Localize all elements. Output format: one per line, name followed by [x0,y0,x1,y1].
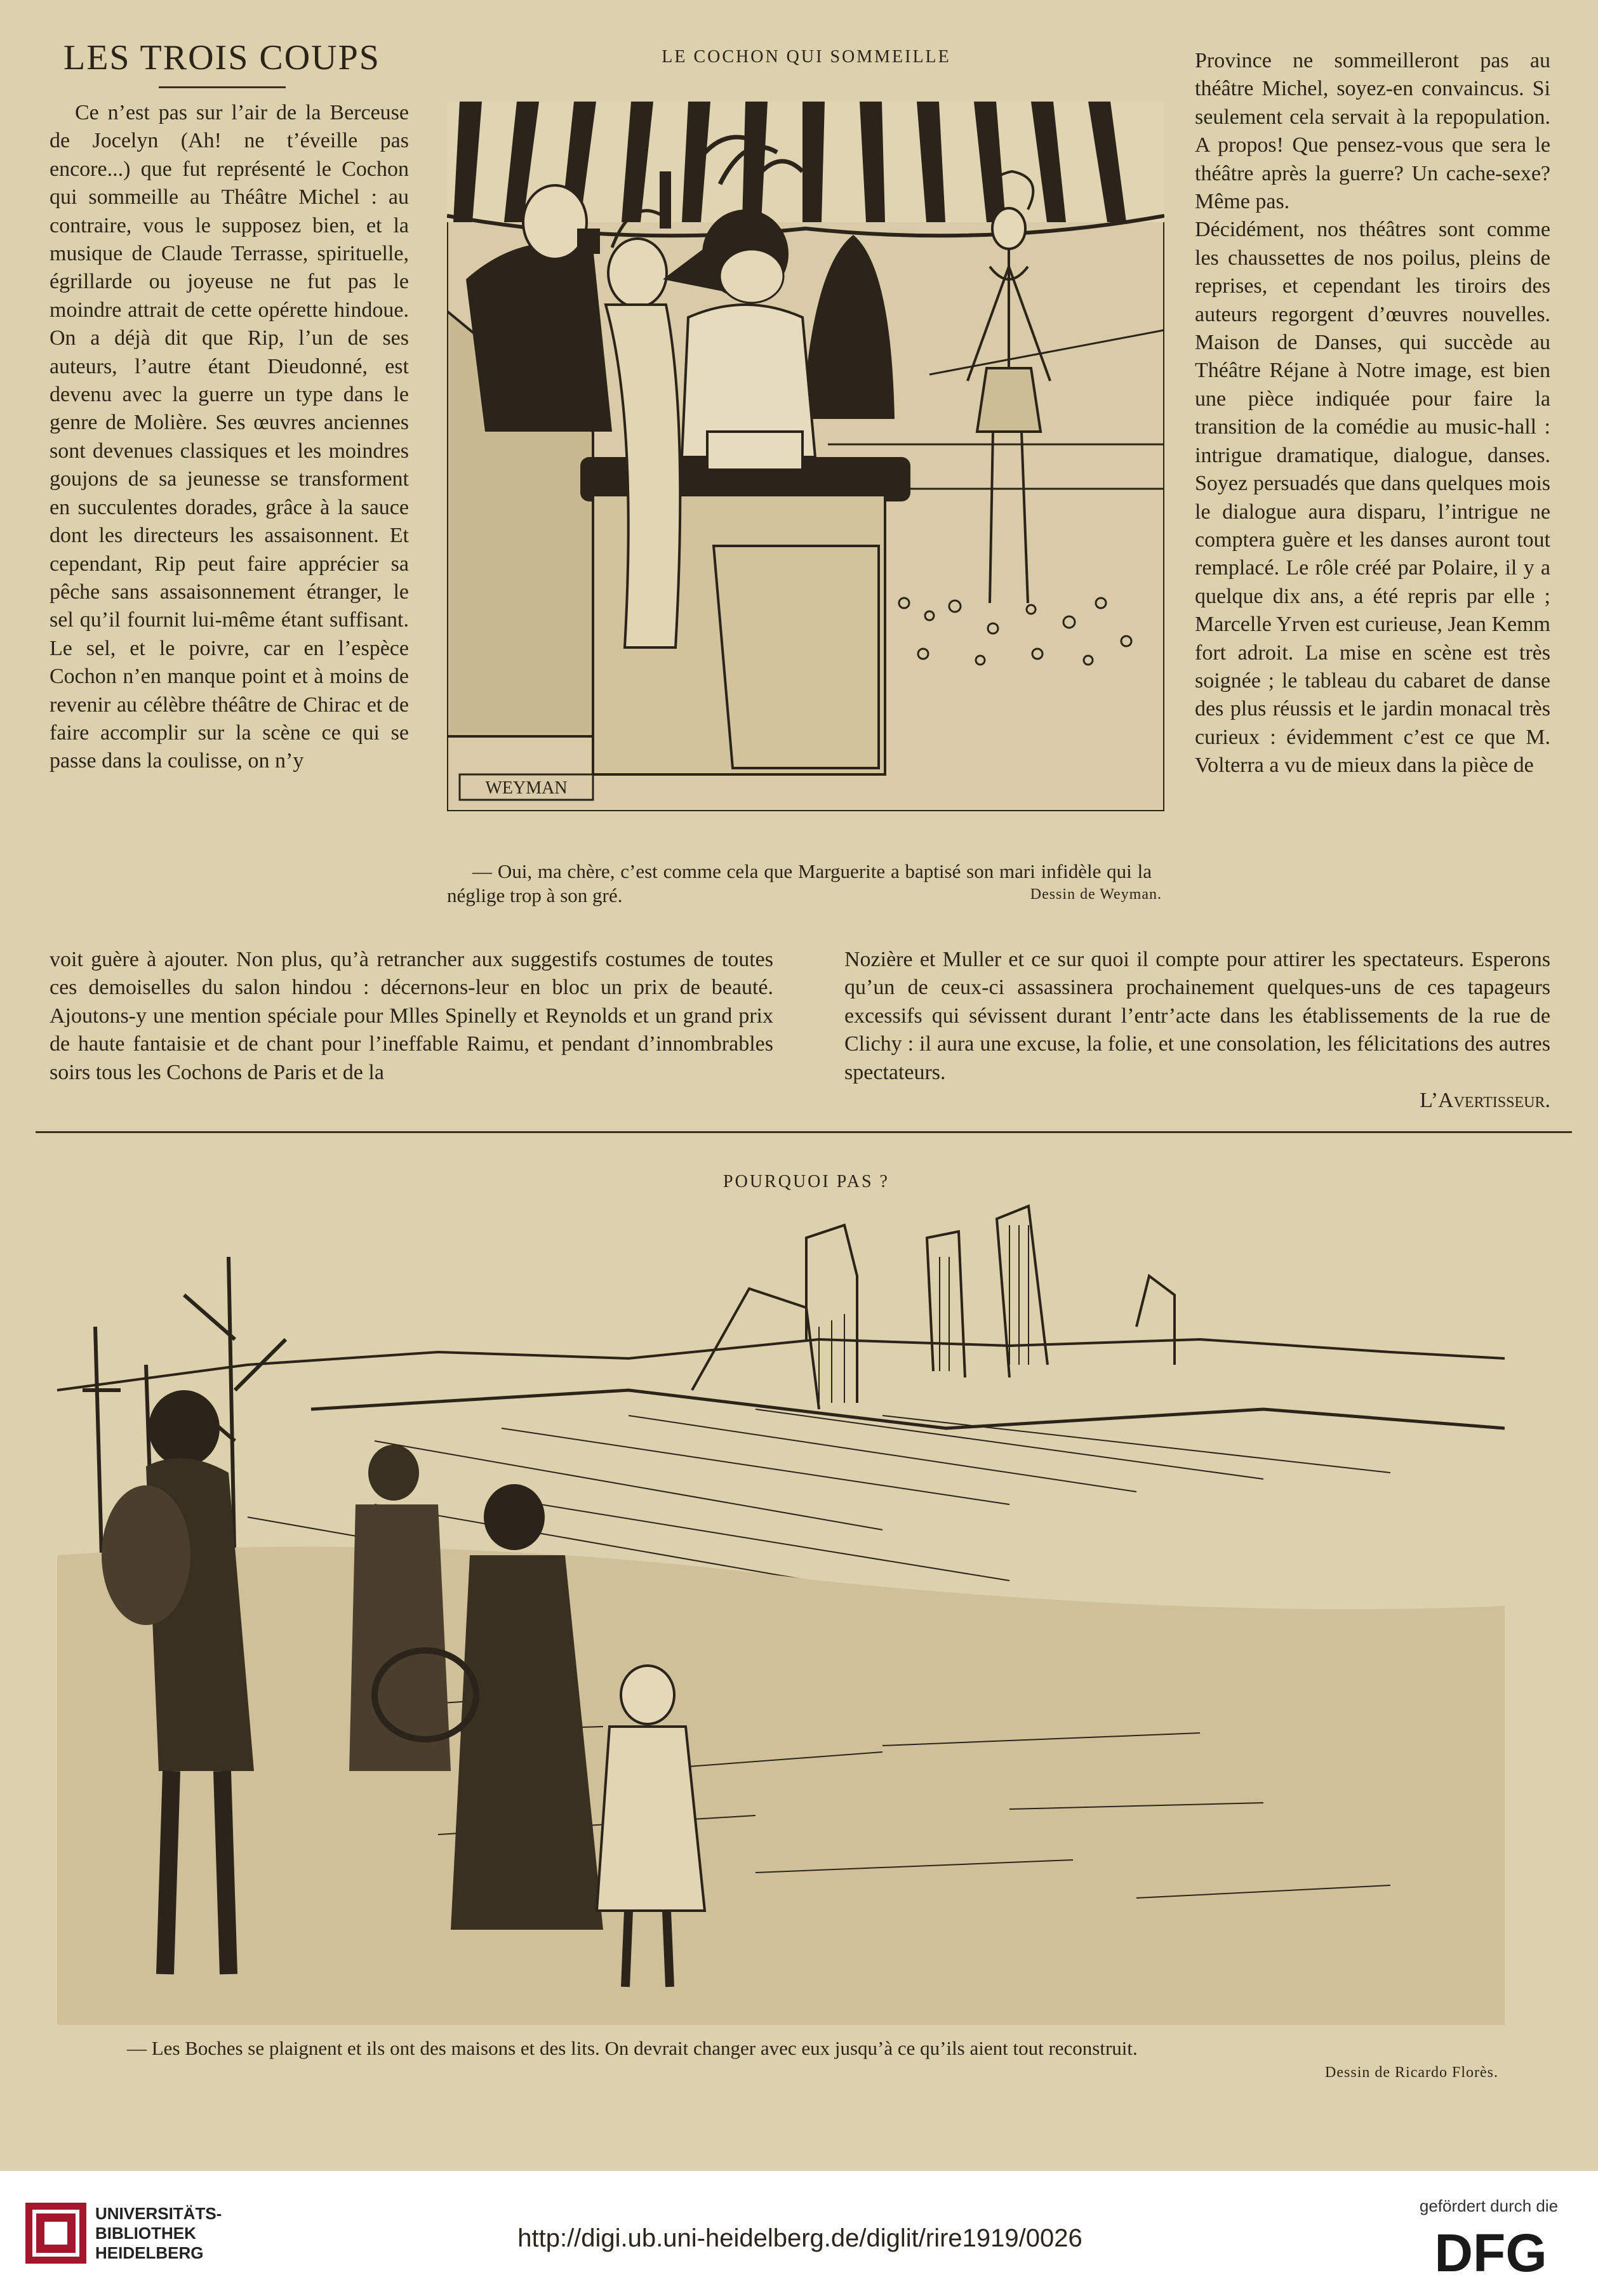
university-logo-icon [25,2203,86,2264]
illustration-title-2: POURQUOI PAS ? [723,1172,889,1191]
illustration-signature: WEYMAN [485,778,568,798]
university-line-1: UNIVERSITÄTS- [95,2204,222,2223]
article-column-right: Province ne sommeilleront pas au théâtre Michel, soyez-en convaincus. Si seulement cela servait à la repopulation. A propos! Que pensez-vous que sera le théâtre après la guerre? Un cache-sexe? Même pas. Décidément, nos théâtres sont comme les chaussettes de nos poilus, pleins de reprises, et cependant les tiroirs des auteurs regorgent d’œuvres nouvelles. Maison de Danses, qui succède au Théâtre Réjane à Notre image, est bien une pièce indiquée pour faire la transition de la comédie au music-hall : intrigue dramatique, dialogue, danses. Soyez persuadés que dans quelques mois le dialogue aura disparu, l’intrigue ne comptera guère et les danses auront tout remplacé. Le rôle créé par Polaire, il y a quelque dix ans, a été repris par elle ; Marcelle Yrven est curieuse, Jean Kemm fort adroit. La mise en scène est très soignée ; le tableau du cabaret de danse des plus réussis et le jardin monacal très curieux : évidemment c’est ce que M. Volterra a vu de mieux dans la pièce de [1195,49,1550,778]
article-signature: L’Avertisseur. [1420,1089,1550,1112]
dfg-logo-icon [1427,2222,1554,2279]
illustration-credit-2: Dessin de Ricardo Florès. [1325,2064,1498,2081]
article-column-left: Ce n’est pas sur l’air de la Berceuse de Jocelyn (Ah! ne t’éveille pas encore...) que fut représenté le Cochon qui sommeille au Théâtre Michel : au contraire, vous le supposez bien, et la musique de Claude Terrasse, spirituelle, égrillarde ou joyeuse ne fut pas le moindre attrait de cette opérette hindoue. On a déjà dit que Rip, l’un de ses auteurs, l’autre étant Dieudonné, est devenu avec la guerre un type dans le genre de Molière. Ses œuvres anciennes sont devenues classiques et les moindres goujons de sa jeunesse se transforment en succulentes dorades, grâce à la sauce dont les directeurs les assaisonnent. Et cependant, Rip peut faire apprécier sa pêche sans assaisonnement étranger, le sel qu’il fournit lui-même étant suffisant. Le sel, et le poivre, car en l’espèce Cochon n’en manque point et à moins de revenir au célèbre théâtre de Chirac et de faire accomplir sur la scène ce qui se passe dans la coulisse, on n’y [50,101,409,773]
article-column-left-bottom: voit guère à ajouter. Non plus, qu’à retrancher aux suggestifs costumes de toutes ces demoiselles du salon hindou : décernons-leur en bloc un prix de beauté. Ajoutons-y une mention spéciale pour Mlles Spinelly et Reynolds et un grand prix de haute fantaisie et de chant pour l’ineffable Raimu, et pendant d’innombrables soirs tous les Cochons de Paris et de la [50,948,773,1084]
dfg-logo-text: DFG [1434,2223,1547,2279]
ground [57,1547,1505,2025]
illustration-caption-2: — Les Boches se plaignent et ils ont des maisons et des lits. On devrait changer avec eux jusqu’à ce qu’ils aient tout reconstruit. [127,2037,1138,2059]
illustration-pourquoi-pas [57,1200,1505,2025]
illustration-credit: Dessin de Weyman. [1030,886,1162,903]
article-column-right-bottom: Nozière et Muller et ce sur quoi il compte pour attirer les spectateurs. Esperons qu’un de ceux-ci assassinera prochainement quelques-uns de ces tapageurs excessifs qui sévissent durant l’entr’acte dans les établissements de la rue de Clichy : il aura une excuse, la folie, et une consolation, les félicitations des autres spectateurs. [844,948,1550,1084]
section-divider [36,1131,1572,1133]
illustration-caption: — Oui, ma chère, c’est comme cela que Marguerite a baptisé son mari infidèle qui la néglige trop à son gré. [447,860,1152,906]
funder-note: gefördert durch die [1419,2196,1559,2215]
masthead-rule [159,86,286,88]
viewer-footer [0,2171,1598,2296]
masthead: LES TROIS COUPS [63,38,380,77]
university-line-2: BIBLIOTHEK [95,2224,196,2243]
illustration-cochon-qui-sommeille [447,102,1164,811]
illustration-title: LE COCHON QUI SOMMEILLE [662,47,951,67]
university-line-3: HEIDELBERG [95,2243,204,2262]
university-name [95,2204,260,2263]
permalink-url[interactable]: http://digi.ub.uni-heidelberg.de/diglit/rire1919/0026 [517,2224,1082,2252]
